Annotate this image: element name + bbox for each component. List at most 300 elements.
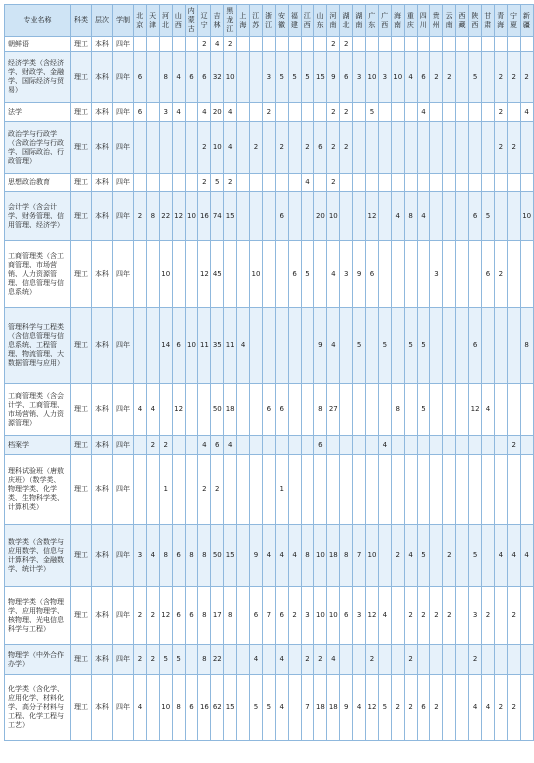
header-major: 专业名称	[5, 5, 71, 37]
quota-cell: 8	[198, 587, 211, 645]
quota-cell	[456, 587, 469, 645]
quota-cell	[482, 308, 495, 384]
quota-cell: 2	[404, 675, 417, 741]
duration-cell: 四年	[113, 455, 134, 525]
quota-cell: 4	[262, 525, 275, 587]
quota-cell	[443, 436, 456, 455]
quota-cell: 15	[224, 675, 237, 741]
quota-cell	[288, 308, 301, 384]
quota-cell: 7	[301, 675, 314, 741]
quota-cell	[456, 37, 469, 52]
category-cell: 理工	[71, 675, 92, 741]
table-row	[5, 384, 534, 436]
quota-cell: 6	[417, 52, 430, 103]
quota-cell	[134, 308, 147, 384]
header-province: 吉林	[211, 5, 224, 37]
quota-cell: 2	[134, 587, 147, 645]
category-cell: 理工	[71, 525, 92, 587]
quota-cell: 8	[340, 525, 353, 587]
quota-cell: 2	[507, 436, 520, 455]
quota-cell: 6	[262, 384, 275, 436]
quota-cell	[288, 37, 301, 52]
level-cell: 本科	[92, 192, 113, 241]
quota-cell: 2	[327, 37, 340, 52]
quota-cell	[430, 645, 443, 675]
quota-cell	[430, 455, 443, 525]
quota-cell	[469, 436, 482, 455]
quota-cell	[443, 308, 456, 384]
quota-cell: 4	[327, 645, 340, 675]
quota-cell: 10	[314, 587, 327, 645]
quota-cell: 10	[327, 192, 340, 241]
quota-cell	[262, 192, 275, 241]
table-row	[5, 52, 534, 103]
category-cell: 理工	[71, 192, 92, 241]
quota-cell	[237, 52, 250, 103]
quota-cell	[430, 174, 443, 192]
quota-cell: 4	[327, 241, 340, 308]
quota-cell	[262, 122, 275, 174]
quota-cell	[237, 174, 250, 192]
category-cell: 理工	[71, 308, 92, 384]
quota-cell: 4	[520, 525, 533, 587]
quota-cell: 5	[417, 384, 430, 436]
quota-cell: 3	[134, 525, 147, 587]
header-province: 广东	[366, 5, 379, 37]
quota-cell	[391, 122, 404, 174]
quota-cell	[366, 455, 379, 525]
major-name-cell: 政治学与行政学（含政治学与行政学、国际政治、行政管理）	[5, 122, 71, 174]
quota-cell	[275, 308, 288, 384]
quota-cell: 18	[327, 675, 340, 741]
quota-cell	[417, 645, 430, 675]
quota-cell: 74	[211, 192, 224, 241]
quota-cell	[134, 455, 147, 525]
quota-cell	[443, 645, 456, 675]
quota-cell: 2	[134, 645, 147, 675]
quota-cell	[482, 436, 495, 455]
quota-cell	[237, 675, 250, 741]
quota-cell	[146, 455, 159, 525]
quota-cell: 12	[469, 384, 482, 436]
quota-cell	[250, 308, 263, 384]
quota-cell: 6	[172, 308, 185, 384]
quota-cell: 2	[482, 587, 495, 645]
quota-cell	[146, 103, 159, 122]
quota-cell	[172, 37, 185, 52]
quota-cell: 12	[366, 675, 379, 741]
header-province: 山东	[314, 5, 327, 37]
major-name-cell: 物理学类（含物理学、应用物理学、核物理、光电信息科学与工程）	[5, 587, 71, 645]
quota-cell: 3	[159, 103, 172, 122]
quota-cell	[146, 52, 159, 103]
quota-cell: 3	[353, 52, 366, 103]
quota-cell	[237, 122, 250, 174]
quota-cell: 2	[404, 587, 417, 645]
category-cell: 理工	[71, 37, 92, 52]
quota-cell	[185, 384, 198, 436]
quota-cell: 2	[340, 122, 353, 174]
quota-cell	[353, 192, 366, 241]
quota-cell	[327, 455, 340, 525]
quota-cell	[378, 241, 391, 308]
table-row	[5, 37, 534, 52]
quota-cell	[224, 645, 237, 675]
quota-cell: 20	[314, 192, 327, 241]
quota-cell	[237, 587, 250, 645]
quota-cell: 2	[366, 645, 379, 675]
quota-cell: 5	[378, 675, 391, 741]
quota-cell	[417, 436, 430, 455]
header-province: 内蒙古	[185, 5, 198, 37]
quota-cell	[250, 192, 263, 241]
quota-cell: 4	[172, 103, 185, 122]
quota-cell	[340, 645, 353, 675]
quota-cell	[172, 455, 185, 525]
quota-cell: 14	[159, 308, 172, 384]
quota-cell: 1	[159, 455, 172, 525]
header-province: 重庆	[404, 5, 417, 37]
quota-cell: 12	[159, 587, 172, 645]
quota-cell	[520, 37, 533, 52]
quota-cell: 6	[134, 52, 147, 103]
quota-cell	[378, 525, 391, 587]
header-province: 湖北	[340, 5, 353, 37]
quota-cell: 8	[185, 525, 198, 587]
quota-cell	[443, 384, 456, 436]
quota-cell	[237, 241, 250, 308]
level-cell: 本科	[92, 455, 113, 525]
level-cell: 本科	[92, 122, 113, 174]
header-province: 黑龙江	[224, 5, 237, 37]
quota-cell: 5	[250, 675, 263, 741]
quota-cell: 2	[443, 525, 456, 587]
quota-cell: 8	[198, 645, 211, 675]
quota-cell	[314, 241, 327, 308]
quota-cell	[134, 436, 147, 455]
major-name-cell: 档案学	[5, 436, 71, 455]
quota-cell: 2	[391, 675, 404, 741]
quota-cell	[262, 37, 275, 52]
quota-cell	[430, 384, 443, 436]
quota-cell	[262, 308, 275, 384]
enrollment-plan-page	[4, 4, 534, 741]
quota-cell	[146, 37, 159, 52]
quota-cell	[301, 455, 314, 525]
quota-cell	[146, 675, 159, 741]
quota-cell	[456, 52, 469, 103]
header-province: 贵州	[430, 5, 443, 37]
major-name-cell: 物理学（中外合作办学）	[5, 645, 71, 675]
quota-cell	[404, 241, 417, 308]
quota-cell: 2	[146, 645, 159, 675]
quota-cell: 12	[172, 192, 185, 241]
quota-cell: 16	[198, 192, 211, 241]
quota-cell: 2	[430, 52, 443, 103]
quota-cell: 2	[250, 122, 263, 174]
quota-cell	[353, 174, 366, 192]
quota-cell: 2	[340, 37, 353, 52]
quota-cell: 4	[198, 436, 211, 455]
quota-cell: 4	[404, 525, 417, 587]
major-name-cell: 经济学类（含经济学、财政学、金融学、国际经济与贸易）	[5, 52, 71, 103]
quota-cell: 2	[314, 645, 327, 675]
quota-cell	[378, 192, 391, 241]
quota-cell	[237, 192, 250, 241]
level-cell: 本科	[92, 587, 113, 645]
quota-cell: 6	[340, 52, 353, 103]
quota-cell	[159, 384, 172, 436]
quota-cell: 3	[353, 587, 366, 645]
duration-cell: 四年	[113, 122, 134, 174]
quota-cell	[482, 455, 495, 525]
quota-cell	[469, 103, 482, 122]
quota-cell	[430, 525, 443, 587]
quota-cell: 2	[494, 103, 507, 122]
header-province: 辽宁	[198, 5, 211, 37]
quota-cell: 8	[159, 52, 172, 103]
quota-cell	[224, 455, 237, 525]
quota-cell	[340, 308, 353, 384]
quota-cell	[327, 436, 340, 455]
quota-cell	[417, 122, 430, 174]
quota-cell: 2	[404, 645, 417, 675]
quota-cell: 4	[250, 645, 263, 675]
quota-cell: 10	[520, 192, 533, 241]
quota-cell: 6	[250, 587, 263, 645]
quota-cell: 32	[211, 52, 224, 103]
quota-cell	[146, 122, 159, 174]
duration-cell: 四年	[113, 384, 134, 436]
quota-cell	[456, 103, 469, 122]
quota-cell: 3	[469, 587, 482, 645]
major-name-cell: 朝鲜语	[5, 37, 71, 52]
quota-cell	[507, 308, 520, 384]
quota-cell	[430, 308, 443, 384]
quota-cell	[159, 174, 172, 192]
quota-cell: 4	[353, 675, 366, 741]
quota-cell: 6	[185, 675, 198, 741]
quota-cell: 4	[520, 103, 533, 122]
category-cell: 理工	[71, 52, 92, 103]
quota-cell: 2	[494, 122, 507, 174]
header-province: 湖南	[353, 5, 366, 37]
level-cell: 本科	[92, 675, 113, 741]
quota-cell	[250, 37, 263, 52]
quota-cell	[520, 174, 533, 192]
header-province: 宁夏	[507, 5, 520, 37]
quota-cell: 10	[314, 525, 327, 587]
quota-cell: 4	[482, 675, 495, 741]
quota-cell	[237, 455, 250, 525]
quota-cell: 15	[314, 52, 327, 103]
quota-cell	[288, 675, 301, 741]
quota-cell: 2	[198, 174, 211, 192]
quota-cell	[159, 37, 172, 52]
quota-cell: 4	[494, 525, 507, 587]
major-name-cell: 法学	[5, 103, 71, 122]
quota-cell: 7	[262, 587, 275, 645]
quota-cell	[469, 455, 482, 525]
header-province: 甘肃	[482, 5, 495, 37]
quota-cell: 2	[301, 122, 314, 174]
quota-cell	[198, 384, 211, 436]
duration-cell: 四年	[113, 174, 134, 192]
quota-cell: 2	[159, 436, 172, 455]
quota-cell: 4	[211, 37, 224, 52]
quota-cell	[494, 455, 507, 525]
quota-cell	[456, 455, 469, 525]
quota-cell	[378, 645, 391, 675]
duration-cell: 四年	[113, 587, 134, 645]
quota-cell: 2	[275, 122, 288, 174]
table-row	[5, 525, 534, 587]
major-name-cell: 工商管理类（含会计学、工商管理、市场营销、人力资源管理）	[5, 384, 71, 436]
quota-cell	[185, 436, 198, 455]
quota-cell: 6	[288, 241, 301, 308]
quota-cell	[353, 103, 366, 122]
quota-cell	[456, 174, 469, 192]
quota-cell	[391, 174, 404, 192]
quota-cell	[146, 174, 159, 192]
level-cell: 本科	[92, 52, 113, 103]
quota-cell	[482, 525, 495, 587]
quota-cell	[275, 37, 288, 52]
quota-cell: 2	[340, 103, 353, 122]
quota-cell: 8	[391, 384, 404, 436]
quota-cell	[237, 525, 250, 587]
quota-cell: 6	[314, 122, 327, 174]
quota-cell: 2	[494, 241, 507, 308]
quota-cell	[507, 103, 520, 122]
quota-cell: 11	[198, 308, 211, 384]
quota-cell	[430, 37, 443, 52]
quota-cell	[340, 174, 353, 192]
quota-cell	[314, 455, 327, 525]
quota-cell: 15	[224, 525, 237, 587]
quota-cell	[469, 37, 482, 52]
quota-cell: 2	[443, 587, 456, 645]
quota-cell: 2	[507, 52, 520, 103]
quota-cell: 18	[224, 384, 237, 436]
table-row	[5, 587, 534, 645]
quota-cell: 5	[482, 192, 495, 241]
quota-cell: 2	[430, 675, 443, 741]
quota-cell: 9	[340, 675, 353, 741]
table-row	[5, 192, 534, 241]
quota-cell	[507, 174, 520, 192]
quota-cell: 4	[237, 308, 250, 384]
quota-cell: 4	[482, 384, 495, 436]
quota-cell: 6	[482, 241, 495, 308]
category-cell: 理工	[71, 122, 92, 174]
header-province: 西藏	[456, 5, 469, 37]
quota-cell: 8	[520, 308, 533, 384]
quota-cell: 4	[275, 675, 288, 741]
quota-cell	[404, 122, 417, 174]
quota-cell: 10	[211, 122, 224, 174]
quota-cell: 11	[224, 308, 237, 384]
quota-cell	[456, 525, 469, 587]
quota-cell: 2	[494, 675, 507, 741]
quota-cell: 12	[172, 384, 185, 436]
quota-cell: 4	[378, 436, 391, 455]
category-cell: 理工	[71, 436, 92, 455]
quota-cell: 6	[134, 103, 147, 122]
quota-cell: 10	[391, 52, 404, 103]
quota-cell: 5	[469, 525, 482, 587]
quota-cell: 6	[275, 587, 288, 645]
quota-cell: 5	[211, 174, 224, 192]
quota-cell: 4	[469, 675, 482, 741]
quota-cell	[507, 37, 520, 52]
quota-cell: 6	[275, 384, 288, 436]
quota-cell: 2	[391, 525, 404, 587]
major-name-cell: 会计学（含会计学、财务管理、信用管理、经济学）	[5, 192, 71, 241]
quota-cell: 2	[146, 436, 159, 455]
category-cell: 理工	[71, 645, 92, 675]
category-cell: 理工	[71, 587, 92, 645]
quota-cell: 2	[146, 587, 159, 645]
quota-cell: 2	[417, 587, 430, 645]
quota-cell: 6	[172, 525, 185, 587]
quota-cell: 6	[340, 587, 353, 645]
major-name-cell: 理科试验班（唐敖庆班）（数学类、物理学类、化学类、生物科学类、计算机类）	[5, 455, 71, 525]
quota-cell: 62	[211, 675, 224, 741]
quota-cell: 2	[507, 675, 520, 741]
quota-cell	[404, 174, 417, 192]
quota-cell	[404, 384, 417, 436]
quota-cell	[378, 37, 391, 52]
quota-cell	[185, 174, 198, 192]
quota-cell	[275, 436, 288, 455]
header-category: 科类	[71, 5, 92, 37]
quota-cell: 5	[417, 308, 430, 384]
quota-cell	[340, 384, 353, 436]
quota-cell: 20	[211, 103, 224, 122]
quota-cell: 2	[430, 587, 443, 645]
quota-cell: 9	[353, 241, 366, 308]
quota-cell: 5	[353, 308, 366, 384]
table-row	[5, 436, 534, 455]
quota-cell: 4	[275, 525, 288, 587]
quota-cell	[391, 308, 404, 384]
quota-cell	[301, 103, 314, 122]
table-row	[5, 174, 534, 192]
quota-cell	[456, 384, 469, 436]
quota-cell	[430, 103, 443, 122]
quota-cell	[417, 455, 430, 525]
quota-cell	[172, 436, 185, 455]
quota-cell	[520, 587, 533, 645]
quota-cell	[520, 241, 533, 308]
quota-cell	[301, 308, 314, 384]
quota-cell: 2	[134, 192, 147, 241]
quota-cell	[250, 384, 263, 436]
duration-cell: 四年	[113, 192, 134, 241]
quota-cell: 3	[430, 241, 443, 308]
header-level: 层次	[92, 5, 113, 37]
quota-cell: 4	[275, 645, 288, 675]
quota-cell	[482, 52, 495, 103]
level-cell: 本科	[92, 436, 113, 455]
quota-cell: 2	[520, 52, 533, 103]
quota-cell: 2	[301, 645, 314, 675]
quota-cell	[237, 645, 250, 675]
quota-cell	[262, 436, 275, 455]
quota-cell	[482, 37, 495, 52]
quota-cell	[262, 455, 275, 525]
